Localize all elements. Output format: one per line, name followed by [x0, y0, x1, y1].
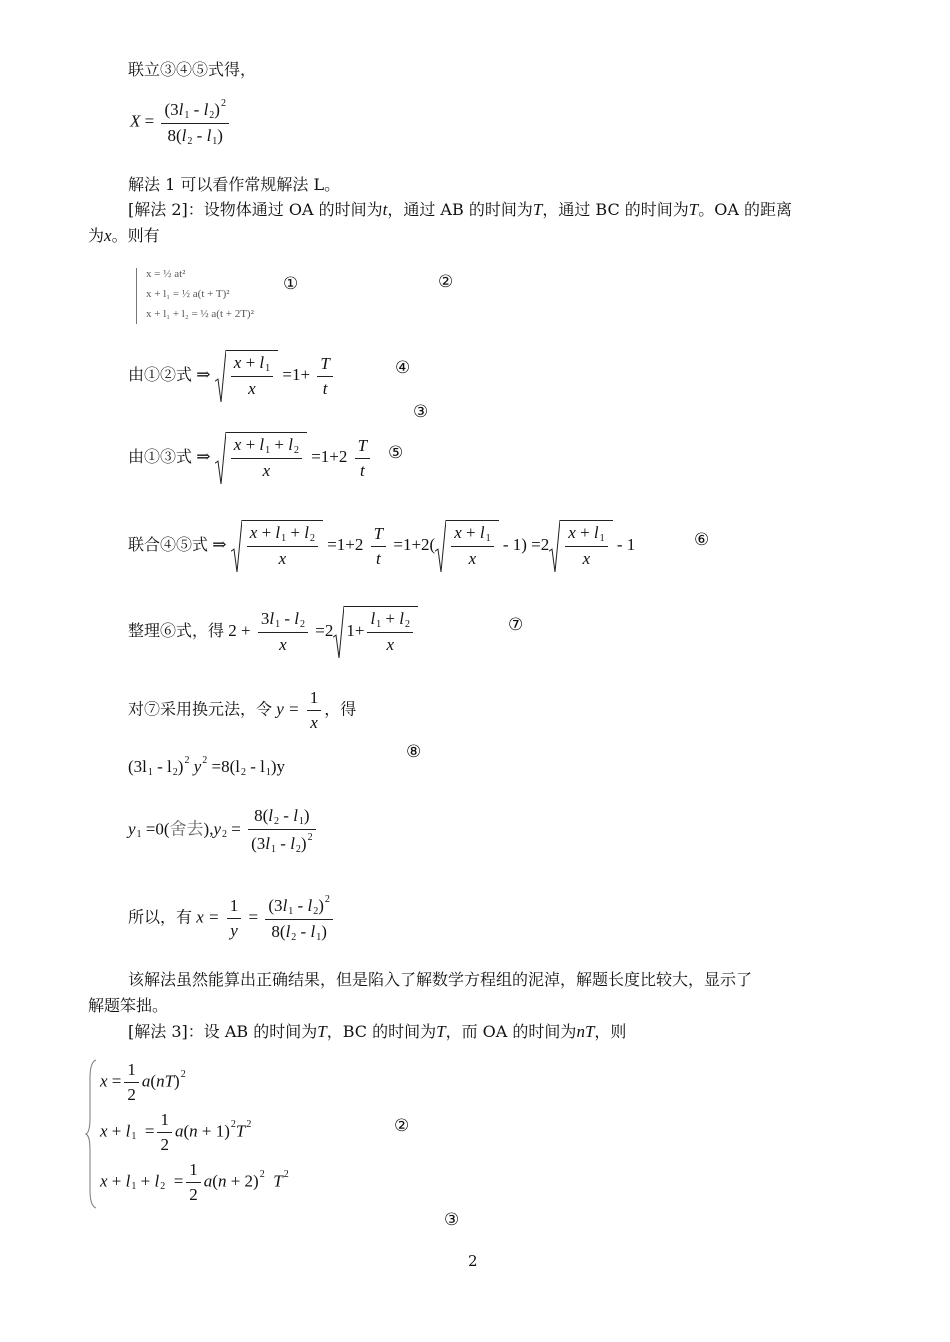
- method2-intro-line2: 为x。则有: [88, 226, 160, 245]
- equation-9: $y_1 =0$(舍去)$,y_2$ = $\frac{8(l_2 - l_1)}{(3l_1 - l_2)^2}$: [128, 806, 319, 855]
- step5: 对⑦采用换元法，令 y = $\frac{1}{x}$ ，得: [128, 688, 357, 732]
- marker-8: ⑧: [406, 742, 422, 762]
- system3-brace: [84, 1058, 98, 1210]
- marker-2b: ②: [394, 1116, 410, 1136]
- page-number: 2: [468, 1252, 478, 1270]
- system2-row3: x + l₁ + l₂ = ½ a(t + 2T)²: [146, 308, 254, 320]
- comment-line2: 解题笨拙。: [88, 996, 169, 1015]
- equation-8: $(3l_1 - l_2)^2$ $y^2 =8(l_2 - l_1)y$: [128, 755, 286, 778]
- system2-row2: x + l₁ = ½ a(t + T)²: [146, 288, 230, 300]
- step1: 由①②式 ⇒ $\frac{x + l_1}{x}$ =1+ $\frac{T}{t}$: [128, 350, 336, 402]
- step3: 联合④⑤式 ⇒ $\frac{x + l_1 + l_2}{x}$ =1+2 $\frac{T}{t}$ =1+2( $\frac{x + l_1}{x}$ - 1) =2 $\frac{x + l_1}{x}$ - 1: [128, 520, 635, 572]
- marker-5: ⑤: [388, 443, 404, 463]
- intro-line: 联立③④⑤式得，: [128, 60, 257, 79]
- step2: 由①③式 ⇒ $\frac{x + l_1 + l_2}{x}$ =1+2 $\frac{T}{t}$: [128, 432, 373, 484]
- marker-7: ⑦: [508, 615, 524, 635]
- system3-row3: $x + l_1 + l_2$ = $\frac{1}{2}$ $a(n + 2)^2$ $T^2$: [100, 1160, 289, 1204]
- conclusion: 所以，有 x = $\frac{1}{y}$ = $\frac{(3l_1 - l_2)^2}{8(l_2 - l_1)}$: [128, 894, 336, 943]
- marker-1: ①: [283, 274, 299, 294]
- marker-3: ③: [413, 402, 429, 422]
- method1-note: 解法 1 可以看作常规解法 L。: [128, 175, 341, 194]
- method3-intro: [解法 3]：设 AB 的时间为T，BC 的时间为T，而 OA 的时间为nT，则: [128, 1022, 627, 1041]
- step4: 整理⑥式，得 2 + $\frac{3l_1 - l_2}{x}$ =2 1+ $\frac{l_1 + l_2}{x}$: [128, 606, 418, 658]
- marker-2: ②: [438, 272, 454, 292]
- marker-6: ⑥: [694, 530, 710, 550]
- marker-4: ④: [395, 358, 411, 378]
- system3-row1: x = $\frac{1}{2}$ a(nT)$^2$: [100, 1060, 186, 1104]
- marker-3b: ③: [444, 1210, 460, 1230]
- formula-X: X = $\frac{(3l_1 - l_2)^2}{8(l_2 - l_1)}$: [130, 98, 232, 147]
- system3-row2: $x + l_1$ = $\frac{1}{2}$ $a(n + 1)^2T^2$: [100, 1110, 252, 1154]
- system2-brace: [136, 268, 137, 324]
- method2-intro: [解法 2]：设物体通过 OA 的时间为t，通过 AB 的时间为T，通过 BC 的时间为T。OA 的距离: [128, 200, 793, 219]
- system2-row1: x = ½ at²: [146, 268, 186, 280]
- comment-line1: 该解法虽然能算出正确结果，但是陷入了解数学方程组的泥淖，解题长度比较大，显示了: [128, 970, 753, 989]
